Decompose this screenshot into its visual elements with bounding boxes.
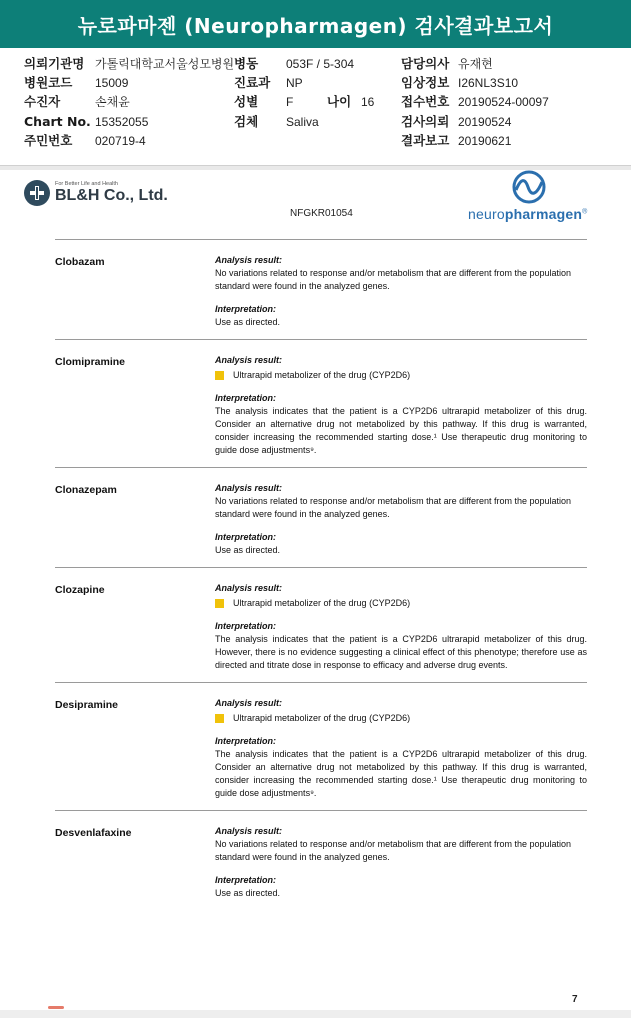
id-value: 020719-4 <box>95 134 146 148</box>
drug-entry <box>55 568 587 683</box>
analysis-result-text: No variations related to response and/or metabolism that are different from the population standard were found in the analyzed genes. <box>215 268 572 291</box>
receipt-no-value: 20190524-00097 <box>458 95 549 109</box>
department-label: 진료과 <box>234 75 271 90</box>
interpretation-text: Use as directed. <box>215 888 281 898</box>
recipient-value: 손채윤 <box>95 95 130 109</box>
bl-logo-icon <box>24 180 50 206</box>
drug-results-list <box>55 239 587 910</box>
specimen-value: Saliva <box>286 115 319 129</box>
drug-name: Desipramine <box>55 699 119 711</box>
chart-label: Chart No. <box>24 114 91 129</box>
drug-entry <box>55 683 587 811</box>
interpretation-heading: Interpretation: <box>215 532 277 542</box>
analysis-result-heading: Analysis result: <box>215 583 283 593</box>
id-label: 주민번호 <box>24 133 73 148</box>
drug-entry <box>55 340 587 468</box>
institution-label: 의뢰기관명 <box>24 56 85 71</box>
decorative-mark <box>48 1006 64 1009</box>
age-value: 16 <box>361 95 375 109</box>
age-label: 나이 <box>327 94 352 109</box>
specimen-label: 검체 <box>234 114 259 129</box>
neuropharmagen-logo <box>468 170 598 222</box>
analysis-result-heading: Analysis result: <box>215 255 283 265</box>
warning-square-icon <box>215 599 224 608</box>
interpretation-text: Use as directed. <box>215 317 281 327</box>
warning-square-icon <box>215 371 224 380</box>
analysis-result-heading: Analysis result: <box>215 826 283 836</box>
bl-tagline: For Better Life and Health <box>55 181 118 187</box>
drug-entry <box>55 468 587 568</box>
report-page <box>0 170 631 1018</box>
interpretation-heading: Interpretation: <box>215 393 277 403</box>
institution-value: 가톨릭대학교서울성모병원 <box>95 57 235 71</box>
analysis-result-text: No variations related to response and/or metabolism that are different from the population standard were found in the analyzed genes. <box>215 839 572 862</box>
report-title: 뉴로파마젠 (Neuropharmagen) 검사결과보고서 <box>0 0 631 48</box>
page-number: 7 <box>572 994 578 1005</box>
interpretation-heading: Interpretation: <box>215 621 277 631</box>
ward-value: 053F / 5-304 <box>286 57 355 71</box>
hospital-code-value: 15009 <box>95 76 129 90</box>
warning-square-icon <box>215 714 224 723</box>
hospital-code-label: 병원코드 <box>24 75 73 90</box>
drug-name: Clomipramine <box>55 356 126 368</box>
drug-name: Clonazepam <box>55 484 117 496</box>
patient-info-panel <box>0 48 631 166</box>
bottom-strip <box>0 1010 631 1018</box>
doctor-value: 유재현 <box>458 57 493 71</box>
clinical-info-label: 임상정보 <box>401 75 450 90</box>
result-report-value: 20190621 <box>458 134 512 148</box>
analysis-result-heading: Analysis result: <box>215 483 283 493</box>
document-code: NFGKR01054 <box>290 208 353 219</box>
sex-value: F <box>286 95 294 109</box>
chart-value: 15352055 <box>95 115 149 129</box>
analysis-result-text: Ultrarapid metabolizer of the drug (CYP2D6) <box>233 370 411 380</box>
sex-label: 성별 <box>234 94 259 109</box>
bl-company-name: BL&H Co., Ltd. <box>55 187 168 204</box>
interpretation-text: The analysis indicates that the patient is a CYP2D6 ultrarapid metabolizer of this drug. Consider an alternative drug not metabolized by this pathway. If this drug is warranted, consider increasing the recommended starting dose.¹ Use therapeutic drug monitoring to guide dose adjustments⁹. <box>215 406 587 455</box>
neuropharmagen-wordmark: neuropharmagen® <box>468 206 588 222</box>
interpretation-text: The analysis indicates that the patient is a CYP2D6 ultrarapid metabolizer of this drug. Consider an alternative drug not metabolized by this pathway. If this drug is warranted, consider increasing the recommended starting dose.¹ Use therapeutic drug monitoring to guide dose adjustments⁹. <box>215 749 587 798</box>
analysis-result-text: Ultrarapid metabolizer of the drug (CYP2D6) <box>233 598 411 608</box>
interpretation-text: The analysis indicates that the patient is a CYP2D6 ultrarapid metabolizer of this drug. However, there is no evidence suggesting a clinical effect of this phenotype; therefore use as directed and titrate dose in response to efficacy and adverse drug events. <box>215 634 587 670</box>
analysis-result-heading: Analysis result: <box>215 698 283 708</box>
analysis-result-text: Ultrarapid metabolizer of the drug (CYP2D6) <box>233 713 411 723</box>
interpretation-heading: Interpretation: <box>215 875 277 885</box>
receipt-no-label: 접수번호 <box>401 94 450 109</box>
drug-name: Clozapine <box>55 584 105 596</box>
test-request-label: 검사의뢰 <box>401 114 450 129</box>
neuropharmagen-logo-icon <box>506 170 552 204</box>
recipient-label: 수진자 <box>24 94 61 109</box>
drug-name: Clobazam <box>55 256 105 268</box>
doctor-label: 담당의사 <box>401 56 450 71</box>
result-report-label: 결과보고 <box>401 133 450 148</box>
interpretation-heading: Interpretation: <box>215 736 277 746</box>
interpretation-heading: Interpretation: <box>215 304 277 314</box>
department-value: NP <box>286 76 303 90</box>
analysis-result-text: No variations related to response and/or metabolism that are different from the population standard were found in the analyzed genes. <box>215 496 572 519</box>
drug-entry <box>55 811 587 910</box>
test-request-value: 20190524 <box>458 115 512 129</box>
interpretation-text: Use as directed. <box>215 545 281 555</box>
analysis-result-heading: Analysis result: <box>215 355 283 365</box>
drug-name: Desvenlafaxine <box>55 827 132 839</box>
drug-entry <box>55 240 587 340</box>
ward-label: 병동 <box>234 56 259 71</box>
clinical-info-value: I26NL3S10 <box>458 76 519 90</box>
bl-logo <box>24 180 168 206</box>
